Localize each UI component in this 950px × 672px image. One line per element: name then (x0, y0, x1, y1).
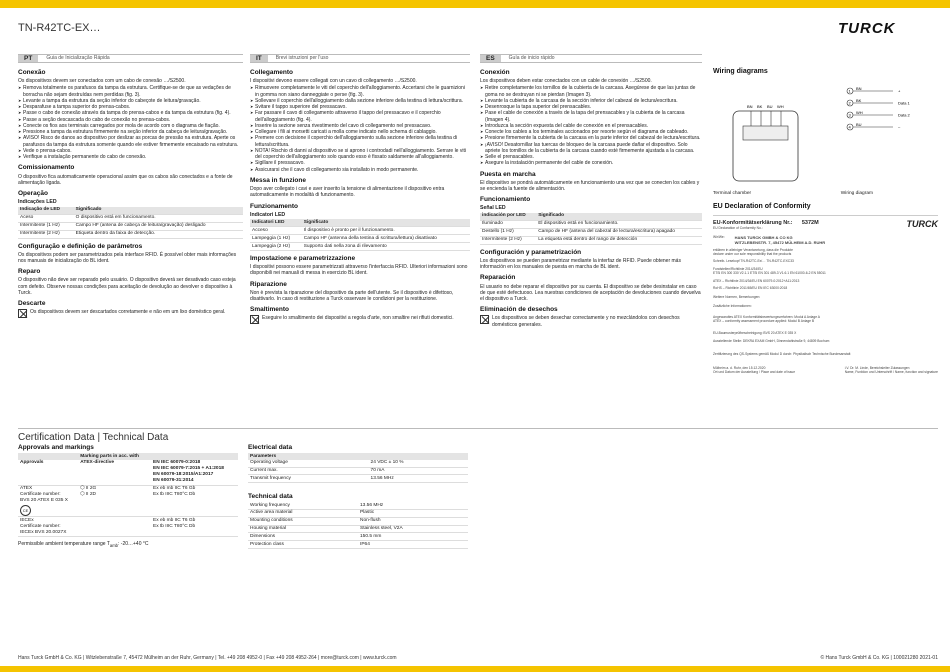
table-cell: 24 VDC ± 10 % (369, 460, 468, 467)
list-item: ➤ Introduzca la sección expuesta del cable de conexión en el prensacables. (480, 123, 702, 129)
wire-label-bk: BK (757, 103, 763, 109)
table-cell: Current max. (248, 467, 369, 475)
list-item: ➤ Desenrosque la tapa superior del prensacables. (480, 104, 702, 110)
table-row (248, 525, 468, 533)
heading: Operação (18, 190, 48, 197)
pin-number: 1 (848, 88, 851, 94)
paragraph: Los dispositivos deben estar conectados con un cable de conexión …/S2500. (480, 78, 652, 85)
table-row (480, 236, 702, 244)
heading: Configuración y parametrización (480, 248, 582, 256)
eu-line: RoHS – Richtlinie 2011/65/EU EN IEC 63000:2018 (713, 285, 788, 290)
heading: Technical data (248, 493, 293, 501)
eu-line: erklären in alleiniger Verantwortung, dass die Produkte (713, 248, 793, 253)
table-cell (151, 517, 238, 537)
approvals-table (18, 453, 238, 537)
turck-logo: TURCK (838, 20, 896, 37)
eu-line: Fundstellen/Richtlinie 2014/34/EU (713, 266, 763, 271)
table-row (248, 541, 468, 549)
subheading: Indicações LED (18, 199, 57, 206)
footer-copyright: © Hans Turck GmbH & Co. KG | 100021280 2021-01 (820, 655, 938, 661)
paragraph: I dispositivi possono essere parametrizzati attraverso l'interfaccia RFID. Ulteriori informazioni sono disponibili nei manuali di messa in esercizio BL ident. (250, 264, 468, 277)
heading: Messa in funzione (250, 176, 306, 184)
heading: Approvals and markings (18, 444, 94, 451)
ambient-label: Permissible ambient temperature range T (18, 541, 110, 548)
heading: Funcionamiento (480, 196, 531, 204)
table-cell: 13.56 MHz (369, 475, 468, 483)
heading: Descarte (18, 300, 46, 308)
cert-number: BVS 20 ATEX E 035 X (20, 497, 68, 503)
disposal-note (250, 315, 470, 324)
eu-decl-number: 5372M (801, 219, 819, 226)
paragraph: Non è prevista la riparazione del dispositivo da parte dell'utente. Se il dispositivo è difettoso, disattivarlo. In caso di restituzione a Turck osservare le condizioni per la restituzione. (250, 289, 454, 303)
paragraph: Os dispositivos devem ser descartados corretamente e não em um lixo doméstico geral. (30, 309, 226, 316)
table-row (248, 467, 468, 475)
paragraph: Los dispositivos se pueden parametrizar mediante la interfaz de RFID. Puede obtener más información en los manuales de puesta en marcha de BL ident. (480, 257, 681, 271)
table-cell: Non-flush (358, 517, 468, 525)
lang-subtitle: Guía de inicio rápido (508, 55, 555, 62)
section-portuguese (18, 54, 243, 318)
protection-type: Ex tb IIIC T80°C Db (153, 491, 196, 497)
list-item: ➤ AVISO! Risco de danos ao dispositivo por deslizar as porcas de pressão na estrutura. Aperte os parafusos da tampa da estrutura somente quando ele estiver firmemente encaixado na estrutura. (18, 135, 243, 148)
paragraph: O dispositivo não deve ser reparado pelo usuário. O dispositivo deverá ser desativado caso esteja com defeito. Observe nossas condições para aceitação de devolução ao devolver o dispositivo à Turck. (18, 277, 236, 296)
norm: EN 60079-31:2014 (153, 478, 194, 484)
pin-color: WH (856, 109, 863, 115)
list-item: ➤ Retire completamente los tornillos de la cubierta de la carcasa. Asegúrese de que las juntas de goma no se destruyan ni se pierdan (Imagen 3). (480, 85, 702, 98)
eu-declaration (713, 215, 938, 445)
table-cell: Operating voltage (248, 460, 369, 467)
ambient-value: : -20…+40 °C (118, 541, 149, 548)
paragraph: I dispositivi devono essere collegati con un cavo di collegamento …/S2500. (250, 78, 417, 85)
eu-line: declare under our sole responsibility that the products (713, 252, 792, 257)
list-item: ➤ Presione firmemente la cubierta de la carcasa en la parte inferior del cabezal de lectura/escritura. (480, 135, 702, 141)
eu-decl-sub: EU Declaration of Conformity No.: (713, 226, 763, 231)
lang-header-es (480, 54, 702, 63)
cert-number: IECEx BVS 20.0027X (20, 529, 67, 535)
heading: Collegamento (250, 69, 293, 76)
list-item: ➤ Sigillare il pressacavo. (250, 160, 470, 166)
eu-body (713, 248, 938, 375)
heading: Eliminación de desechos (480, 306, 558, 314)
eu-head (713, 219, 938, 230)
lang-header-it (250, 54, 470, 63)
list-item: ➤ Selle el prensacables. (480, 154, 702, 160)
table-cell: Aceso (18, 214, 74, 222)
table-cell: 13.56 MHz (358, 502, 468, 509)
heading: Configuração e definição de parâmetros (18, 242, 143, 250)
ex-hexagon-icon: ⬡ (80, 491, 85, 497)
eu-line: Zertifizierung des QS-Systems gemäß Modul D durch: Physikalisch Technische Bundesanstalt (713, 351, 851, 356)
lang-tag: IT (250, 55, 268, 62)
eu-company (713, 235, 938, 245)
lang-tag: PT (18, 55, 38, 62)
table-cell: 150.5 mm (358, 533, 468, 541)
list-item: ➤ ¡AVISO! Desatornillar las tuercas de bloqueo de la carcasa puede dañar el dispositivo. Solo apriete los tornillos de la cubierta de la carcasa cuando esté firmemente ajustada a la carcasa. (480, 142, 702, 155)
table-cell: Stainless steel, V2A (358, 525, 468, 533)
list-item: ➤ Collegare i fili ai morsetti caricati a molla come indicato nello schema di cablaggio. (250, 129, 470, 135)
eu-line: Schreib- Lesekopf TN-R42TC-Ex/… TN-R42TC-EXC33 (713, 258, 794, 263)
table-row (248, 510, 468, 518)
heading: Smaltimento (250, 306, 290, 314)
lang-tag: ES (480, 55, 501, 62)
table-header: Significado (536, 213, 702, 220)
pin-number: 4 (848, 124, 851, 130)
table-cell: ATEX-directive (78, 460, 151, 485)
list-item: ➤ Conecte los cables a los terminales accionados por resorte según el diagrama de cableado. (480, 129, 702, 135)
turck-logo-small: TURCK (906, 219, 938, 230)
table-cell: Supporto dati nella zona di rilevamento (302, 243, 470, 251)
led-table (18, 207, 243, 239)
subheading: Señal LED (480, 205, 506, 212)
table-row (248, 475, 468, 483)
table-row (250, 235, 470, 243)
step-list (480, 85, 702, 166)
pin-number: 2 (848, 100, 851, 106)
table-header (151, 453, 238, 460)
protection-type: Ex tb IIIC T80°C Db (153, 523, 196, 529)
table-cell: Dimensions (248, 533, 358, 541)
heading: Conexión (480, 69, 510, 76)
table-row (18, 517, 238, 537)
table-cell: Destello (1 Hz) (480, 228, 536, 236)
table-header: Significado (74, 207, 243, 214)
table-header (369, 453, 468, 460)
table-cell: Intermitente (2 Hz) (18, 230, 74, 238)
marking-text: II 2D (85, 491, 96, 497)
list-item: ➤ Vede o prensa-cabos. (18, 148, 243, 154)
pin-signal: + (898, 88, 901, 94)
section-italian (250, 54, 470, 324)
list-item: ➤ Passe o cabo de conexão através da tampa do prensa-cabos e da tampa da estrutura (fig. 4). (18, 110, 243, 116)
lang-subtitle: Guia de Inicialização Rápida (46, 55, 110, 62)
pin-color: BU (856, 121, 862, 127)
table-cell: Plastic (358, 510, 468, 518)
disposal-note (480, 315, 702, 329)
eu-signature-caption: Name, Funktion und Unterschrift / Name, function and signature (844, 370, 938, 375)
list-item: ➤ NOTA! Rischio di danni al dispositivo se si aprono i controdadi nell'alloggiamento. Serrare le viti del coperchio dell'alloggiamento solo quando esso è fissato saldamente all'alloggiamento. (250, 148, 470, 161)
table-cell (78, 517, 151, 537)
table-header: Parameters (248, 453, 369, 460)
heading: Reparo (18, 268, 41, 276)
table-cell: Lampeggia (2 Hz) (250, 243, 302, 251)
list-item: ➤ Assicurarsi che il cavo di collegamento sia installato in modo permanente. (250, 167, 470, 173)
table-row (18, 214, 243, 222)
led-table (480, 213, 702, 245)
marking-text: II 2G (85, 486, 97, 491)
table-header: indicación por LED (480, 213, 536, 220)
certification-section (18, 428, 938, 549)
table-row (248, 533, 468, 541)
heading: Reparación (480, 274, 516, 282)
table-cell: Intermitente (1 Hz) (18, 222, 74, 230)
approvals-block (18, 444, 238, 549)
section-spanish (480, 54, 702, 329)
table-cell: Etiqueta dentro da faixa de detecção. (74, 230, 243, 238)
table-cell: La etiqueta está dentro del rango de detección (536, 236, 702, 244)
eu-line: ATEX – conformity assessment procedure applied: Modul B Anlage B (713, 318, 815, 323)
table-cell: Campo HF (antena de cabeça de leitura/gravação) desligado (74, 222, 243, 230)
eu-line: ATEX – Richtlinie 2014/34/EU EN 60079-0:2012+A11:2013 (713, 278, 800, 283)
table-row (18, 460, 238, 485)
list-item: ➤ Pase el cable de conexión a través de la tapa del prensacables y la cubierta de la carcasa (Imagen 4). (480, 110, 702, 123)
table-cell: Mounting conditions (248, 517, 358, 525)
list-item: ➤ Desparafuse a tampa superior do prensa-cabos. (18, 104, 243, 110)
eu-line: Zusätzliche Informationen: (713, 304, 752, 309)
table-cell: Housing material (248, 525, 358, 533)
footer-address: Hans Turck GmbH & Co. KG | Witzlebenstraße 7, 45472 Mülheim an der Ruhr, Germany | Tel. +49 208 4952-0 | Fax +49 208 4952-264 | more@turck.com | www.turck.com (18, 655, 397, 661)
ce-mark-icon: CE (20, 505, 31, 516)
list-item: ➤ Verifique a instalação permanente do cabo de conexão. (18, 154, 243, 160)
caption-terminal-chamber: Terminal chamber (713, 190, 752, 196)
list-item: ➤ Levante la cubierta de la carcasa de la sección inferior del cabezal de lectura/escritura. (480, 98, 702, 104)
table-header: Indicatori LED (250, 219, 302, 226)
norm: EN IEC 60079-7:2015 + A1:2018 (153, 466, 224, 472)
technical-table (248, 502, 468, 549)
eu-line: Ausstellende Stelle: DEKRA EXAM GmbH, Dinnendahlstraße 9, 44809 Bochum (713, 339, 830, 344)
paragraph: Dopo aver collegato i cavi e aver inserito la tensione di alimentazione il dispositivo entra automaticamente in modalità di funzionamento. (250, 186, 445, 199)
document-title: TN-R42TC-EX… (18, 22, 101, 34)
eu-line: ETSI EN 300 330 V2.1.1 ETSI EN 301 489-3 V1.6.1 EN 61000-6-2 EN 55011 (713, 271, 826, 276)
disposal-note (18, 309, 243, 318)
protection-type: Ex eb mb IIC T6 Gb (153, 517, 196, 523)
eu-line: Weitere Normen, Bemerkungen: (713, 295, 761, 300)
heading: Funzionamento (250, 202, 299, 210)
cert-title: Certification Data | Technical Data (18, 428, 938, 445)
list-item: ➤ Pressione a tampa da estrutura firmemente na seção inferior da cabeça de leitura/gravação. (18, 129, 243, 135)
pin-signal: Data 2 (898, 112, 910, 118)
table-row (18, 222, 243, 230)
table-header: Significato (302, 219, 470, 226)
terminal-block (743, 126, 788, 140)
table-cell: O dispositivo está em funcionamento. (74, 214, 243, 222)
list-item: ➤ Asegure la instalación permanente del cable de conexión. (480, 160, 702, 166)
pin-color: BN (856, 85, 862, 91)
paragraph: O dispositivo fica automaticamente operacional assim que os cabos são conectados e a fonte de alimentação ligada. (18, 173, 233, 186)
table-cell: Campo HF (antenna della testina di scrittura/lettura) disattivato (302, 235, 470, 243)
table-row (250, 243, 470, 251)
cert-label: Certificate number: (20, 523, 61, 529)
list-item: ➤ Premere con decisione il coperchio dell'alloggiamento sulla sezione inferiore della testina di lettura/scrittura. (250, 135, 470, 148)
terminal-chamber-outline (733, 111, 798, 181)
table-cell: Protection class (248, 541, 358, 549)
table-header: Marking parts in acc. with (78, 453, 151, 460)
section-wiring (713, 68, 938, 445)
table-cell: Approvals (18, 460, 78, 485)
table-cell: Il dispositivo è pronto per il funzionamento. (302, 227, 470, 235)
table-cell (18, 517, 78, 537)
heading: Electrical data (248, 444, 293, 451)
paragraph: El usuario no debe reparar el dispositivo por su cuenta. El dispositivo se debe desinstalar en caso de que esté defectuoso. Lea nuestras condiciones de aceptación de devoluciones cuando devuelva el dispositivo a Turck. (480, 283, 701, 303)
eu-decl-label: EU-Konformitätserklärung Nr.: (713, 219, 793, 226)
table-row (250, 227, 470, 235)
table-cell (78, 485, 151, 517)
table-cell (18, 485, 78, 517)
ambient-temperature (18, 541, 238, 548)
eu-signatory: i.V. Dr. M. Linde, Bereichsleiter Zulassungen (844, 366, 910, 371)
eu-place-caption: Ort und Datum der Ausstellung / Place and date of issue (713, 370, 796, 375)
lang-header-pt (18, 54, 243, 63)
eu-place-date: Mülheim a. d. Ruhr, den 15.12.2020 (713, 366, 766, 371)
crossed-bin-icon (18, 309, 27, 318)
ex-marking (80, 492, 149, 498)
eu-signature-row (713, 366, 938, 375)
table-cell: El dispositivo está en funcionamiento. (536, 220, 702, 228)
table-cell: Active area material (248, 510, 358, 518)
table-row (18, 230, 243, 238)
wire-label-wh: WH (777, 103, 784, 109)
pin-number: 3 (848, 112, 851, 118)
wire-label-bu: BU (767, 103, 773, 109)
heading: Comissionamento (18, 164, 75, 172)
table-cell: Lampeggia (1 Hz) (250, 235, 302, 243)
eu-line: Angewandtes ATEX Konformitätsbewertungsverfahren: Modul A Anlage A (713, 314, 820, 319)
norm: EN 60079-18:2015/A1:2017 (153, 472, 214, 478)
step-list (250, 85, 470, 173)
table-row (248, 502, 468, 509)
paragraph: Os dispositivos devem ser conectados com um cabo de conexão …/S2500. (18, 78, 186, 85)
pin-signal: Data 1 (898, 100, 910, 106)
lang-subtitle: Brevi istruzioni per l'uso (275, 55, 329, 62)
led-table (250, 219, 470, 251)
table-row (18, 485, 238, 517)
electrical-technical-block (248, 444, 468, 549)
table-header (18, 453, 78, 460)
wiring-title: Wiring diagrams (713, 68, 768, 75)
list-item: ➤ Sollevare il coperchio dell'alloggiamento dalla sezione inferiore della testina di lettura/scrittura. (250, 98, 470, 104)
list-item: ➤ Remova totalmente os parafusos da tampa da estrutura. Certifique-se de que as vedações de borracha não sejam destruídas nem perdidas (fig. 3). (18, 85, 243, 98)
list-item: ➤ Inserire la sezione senza rivestimento del cavo di collegamento nel pressacavo. (250, 123, 470, 129)
list-item: ➤ Conecte os fios aos terminais carregados por mola de acordo com o diagrama de fiação. (18, 123, 243, 129)
footer (18, 655, 938, 661)
list-item: ➤ Svitare il tappo superiore del pressacavo. (250, 104, 470, 110)
list-item: ➤ Passe a seção descascada do cabo de conexão no prensa-cabos. (18, 117, 243, 123)
iecex-label: IECEx (20, 517, 34, 523)
table-cell: Iluminado (480, 220, 536, 228)
table-row (480, 220, 702, 228)
eu-line: EU-Baumusterprüfbescheinigung: BVS 20 ATEX E 035 X (713, 331, 797, 336)
table-row (248, 517, 468, 525)
wiring-svg (713, 81, 938, 191)
paragraph: Eseguire lo smaltimento dei dispositivi a regola d'arte, non smaltire nei rifiuti domestici. (262, 315, 454, 322)
top-accent-bar (0, 0, 950, 8)
step-list (18, 85, 243, 160)
pin-color: BK (856, 97, 862, 103)
ex-hexagon-icon: ⬡ (80, 486, 85, 491)
table-cell: Working frequency (248, 502, 358, 509)
heading: Conexão (18, 69, 46, 76)
table-cell: Campo de HF (antena del cabezal de lectura/escritura) apagado (536, 228, 702, 236)
subheading: Indicatori LED (250, 211, 286, 218)
paragraph: Os dispositivos podem ser parametrizados pela interface RFID. É possível obter mais informações nos manuais de inicialização do BL ident. (18, 251, 237, 264)
crossed-bin-icon (250, 315, 259, 324)
table-cell (151, 460, 238, 485)
bottom-accent-bar (0, 666, 950, 672)
pin-signal: – (898, 124, 901, 130)
table-cell: IP64 (358, 541, 468, 549)
wire-label-bn: BN (747, 103, 753, 109)
table-row (480, 228, 702, 236)
list-item: ➤ Levante a tampa da estrutura da seção inferior do cabeçote de leitura/gravação. (18, 98, 243, 104)
ambient-sub: amb (109, 543, 118, 549)
crossed-bin-icon (480, 315, 489, 324)
eu-company-address: WITZLEBENSTR. 7, 45472 MÜLHEIM A.D. RUHR (734, 239, 826, 245)
table-cell: Transmit frequency (248, 475, 369, 483)
list-item: ➤ Rimuovere completamente le viti del coperchio dell'alloggiamento. Accertarsi che le guarnizioni in gomma non siano danneggiate o perse (fig. 3). (250, 85, 470, 98)
cert-label: Certificate number: (20, 491, 61, 497)
eu-we: Wir/We: (713, 234, 725, 239)
heading: Impostazione e parametrizzazione (250, 255, 356, 263)
heading: Riparazione (250, 280, 287, 288)
table-cell: 70 mA (369, 467, 468, 475)
paragraph: Los dispositivos se deben desechar correctamente y no mezclándolos con desechos domésticos generales. (492, 315, 680, 328)
table-cell: Intermitente (2 Hz) (480, 236, 536, 244)
heading: Puesta en marcha (480, 170, 536, 178)
eu-company-name: HANS TURCK GMBH & CO KG (734, 234, 793, 240)
table-row (248, 460, 468, 467)
paragraph: El dispositivo se pondrá automáticamente en funcionamiento una vez que se conecten los cables y se encienda la fuente de alimentación. (480, 179, 700, 192)
atex-label: ATEX (20, 486, 33, 491)
caption-wiring-diagram: Wiring diagram (840, 190, 873, 196)
wiring-captions (713, 191, 873, 197)
table-cell (151, 485, 238, 517)
table-cell: Acceso (250, 227, 302, 235)
wiring-diagram (713, 81, 938, 191)
table-header: Indicação de LED (18, 207, 74, 214)
list-item: ➤ Far passare il cavo di collegamento attraverso il tappo del pressacavo e il coperchio dell'alloggiamento (fig. 4). (250, 110, 470, 123)
eu-declaration-title: EU Declaration of Conformity (713, 202, 811, 210)
protection-type: Ex eb mb IIC T6 Gb (153, 486, 196, 491)
norm: EN IEC 60079-0:2018 (153, 460, 201, 466)
electrical-table (248, 453, 468, 483)
